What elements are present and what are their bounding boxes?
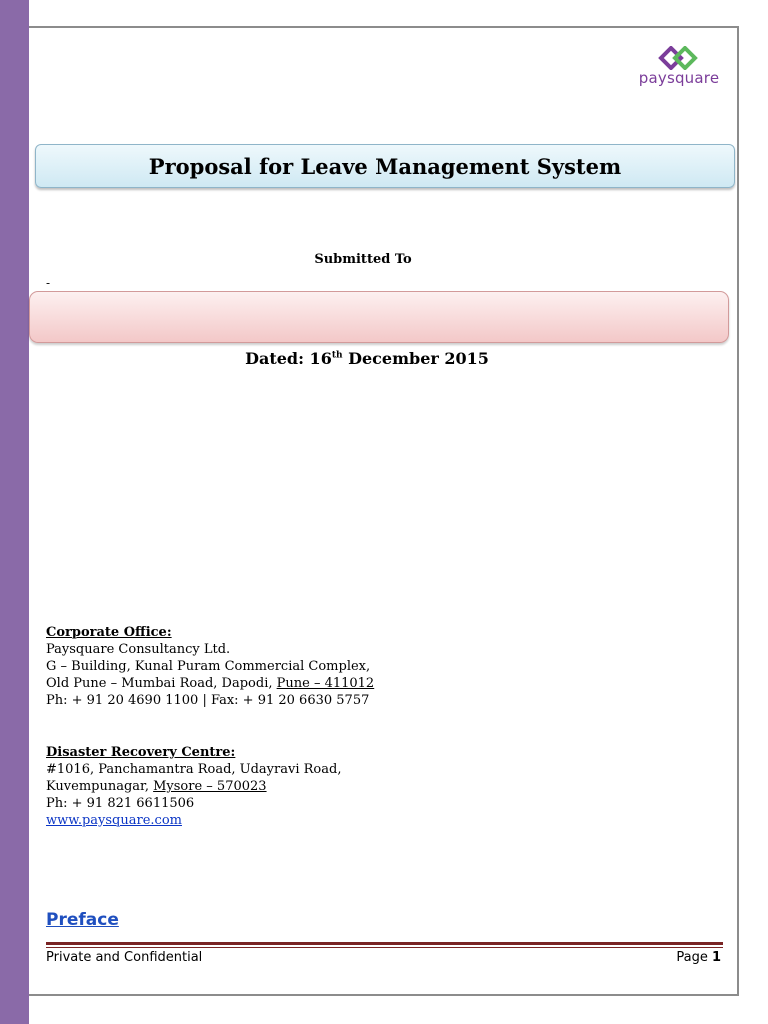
corporate-heading: Corporate Office: [46, 625, 172, 640]
disaster-recovery-block [46, 744, 341, 829]
date-suffix: th [331, 350, 343, 361]
date-line [29, 349, 705, 368]
page-number: 1 [711, 950, 721, 965]
corporate-city: Pune – 411012 [276, 676, 375, 691]
dash-text: - [46, 276, 51, 290]
disaster-line-1: #1016, Panchamantra Road, Udayravi Road, [46, 762, 342, 777]
paysquare-logo [634, 46, 724, 92]
left-accent-bar [0, 0, 29, 1024]
recipient-box [29, 291, 729, 343]
disaster-line-2 [46, 778, 341, 795]
submitted-to-label: Submitted To [314, 252, 412, 267]
paysquare-logo-icon [657, 46, 701, 70]
corporate-line-2: G – Building, Kunal Puram Commercial Complex, [46, 659, 371, 674]
disaster-phone: Ph: + 91 821 6611506 [46, 796, 195, 811]
footer-rule-thin [46, 947, 723, 948]
corporate-line-1: Paysquare Consultancy Ltd. [46, 642, 231, 657]
logo-text: paysquare [638, 69, 720, 87]
corporate-line-3 [46, 675, 374, 692]
website-link[interactable]: www.paysquare.com [46, 813, 182, 828]
page-label: Page [676, 950, 712, 965]
title-box [35, 144, 735, 188]
disaster-heading: Disaster Recovery Centre: [46, 745, 236, 760]
footer-confidential: Private and Confidential [46, 950, 203, 965]
date-rest: December 2015 [342, 349, 489, 368]
date-prefix: Dated: 16 [245, 349, 332, 368]
corporate-line-3-prefix: Old Pune – Mumbai Road, Dapodi, [46, 676, 277, 691]
disaster-city: Mysore – 570023 [153, 779, 267, 794]
preface-heading[interactable]: Preface [46, 910, 119, 930]
footer-rule-thick [46, 942, 723, 945]
disaster-line-2-prefix: Kuvempunagar, [46, 779, 154, 794]
footer-page [676, 950, 721, 965]
corporate-office-block [46, 624, 374, 709]
corporate-phone: Ph: + 91 20 4690 1100 | Fax: + 91 20 6630 5757 [46, 693, 370, 708]
document-page [29, 26, 739, 996]
document-title: Proposal for Leave Management System [148, 153, 622, 179]
